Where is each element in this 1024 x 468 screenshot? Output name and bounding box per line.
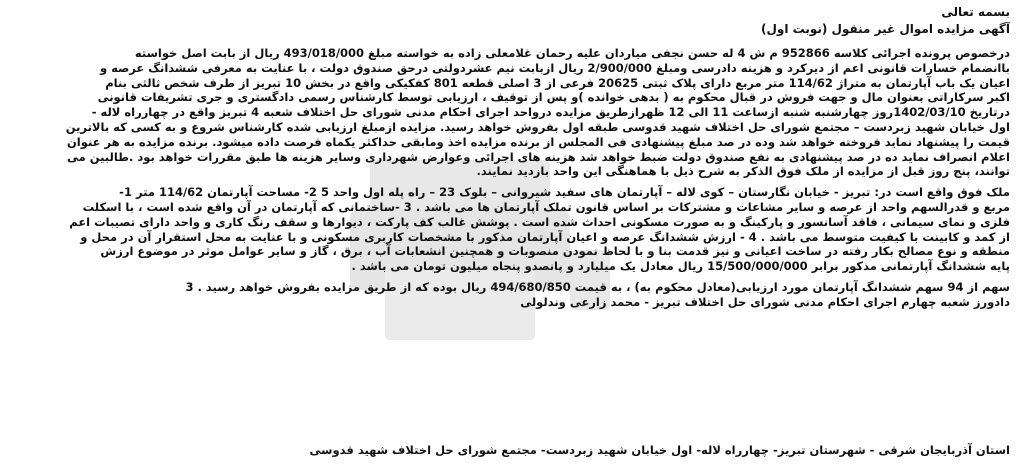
property-description <box>14 185 1010 274</box>
text-line: مربع و قدرالسهم واحد از عرصه و سایر مشاعات و مشترکات بر اساس قانون تملک آپارتمان ها می باشد . 3 -ساختمانی که آپارتمان در آن واقع شده است ، با اسکلت <box>82 199 1010 214</box>
text-line: درخصوص پرونده اجرائی کلاسه 952866 م ش 4 له حسن نجفی میاردان علیه رحمان غلامعلی زاده به خواسته مبلغ 493/018/000 ریال از بابت اصل خواسته <box>134 46 1010 60</box>
text-line: از کمد و کابینت با کیفیت متوسط می باشد . 4 - ارزش ششدانگ عرصه و اعیان آپارتمان مذکور با مشخصات کاربری مسکونی و با عنایت به محل استقرار آن در محل و <box>80 229 1010 244</box>
text-line: ملک فوق واقع است در: تبریز - خیابان نگارستان – کوی لاله – آپارتمان های سفید شیروانی – بلوک 23 – راه پله اول واحد 5 2- مساحت آپارتمان 114/62 متر 1- <box>119 185 1010 200</box>
text-line: باانضمام خسارات قانونی اعم از دیرکرد و هزینه دادرسی ومبلغ 2/900/000 ریال ازبابت نیم عشردولتی درحق صندوق دولت ، با عنایت به معرفی ششدانگ عرصه و <box>99 60 1010 75</box>
signature-line: دادورز شعبه چهارم اجرای احکام مدنی شورای حل اختلاف تبریز - محمد زارعی وندلولی <box>520 294 1010 309</box>
text-line: درتاریخ 1402/03/10روز چهارشنبه شنبه ازساعت 11 الی 12 ظهرازطریق مزایده درواحد اجرای احکام مدنی شورای حل اختلاف شعبه 4 تبریز واقع در چهارراه لاله - <box>91 105 1010 120</box>
address-footer: استان آذربایجان شرقی - شهرستان تبریز- چهارراه لاله- اول خیابان شهید زبردست- مجتمع شورای حل اختلاف شهید قدوسی <box>309 443 1010 457</box>
text-line: سهم از 94 سهم ششدانگ آپارتمان مورد ارزیابی(معادل محکوم به) ، به قیمت 494/680/850 ریال بوده که از طریق مزایده بفروش خواهد رسید . 3 <box>185 279 1010 294</box>
text-line: اعلام انصراف نماید ده در صد پیشنهادی به نفع صندوق دولت ضبط خواهد شد هزینه های اجرائی وعوارض شهرداری وسایر هزینه ها طبق مقررات خواهد بود .طالبین می <box>67 149 1010 164</box>
text-line: قیمت را پیشنهاد نماید فروخته خواهد شد وده در صد مبلغ پیشنهادی فی المجلس از برنده مزایده اخذ ومابقی حداکثر یکماه فرصت داده میشود. برنده مزایده به هر عنوان <box>66 134 1010 149</box>
text-line: اعیان یک باب آپارتمان به متراژ 114/62 متر مربع دارای پلاک ثبتی 20625 فرعی از 3 اصلی قطعه 801 کفکیکی واقع در بخش 10 تبریز از طرف شخص ثالثی بنام <box>105 75 1010 90</box>
text-line: اول خیابان شهید زبردست – مجتمع شورای حل اختلاف شهید قدوسی طبقه اول بفروش خواهد رسید. مزایده ازمبلغ ارزیابی شده کارشناس شروع و به کسی که بالاترین <box>65 119 1010 134</box>
text-line: اکبر سرکاراتی بعنوان مال و جهت فروش در قبال محکوم به ( بدهی خوانده )و پس از توقیف ، ارزیابی توسط کارشناس رسمی دادگستری و جری تشریفات قانونی <box>97 90 1010 105</box>
text-line: منطقه و نوع مصالح بکار رفته در ساخت اعیانی و نیز قدمت بنا و با لحاظ نمودن منصوبات و همچنین انشعابات آب ، برق ، گاز و سایر عوامل موثر در موضوع ارزش <box>100 244 1010 259</box>
bismillah-heading: بسمه تعالی <box>941 5 1010 19</box>
text-line: فلزی و نمای سیمانی ، فاقد آسانسور و پارکینگ و به صورت مسکونی احداث شده است . پوشش غالب کف پارکت ، دیوارها و سقف رنگ کاری و واحد دارای تصیبات اعم <box>69 214 1010 229</box>
share-paragraph <box>14 280 1010 310</box>
text-line: توانند، پنج روز قبل از مزایده از ملک فوق الذکر به شرح ذیل با هماهنگی این واحد بازدید نمایند. <box>476 164 1010 179</box>
text-line: پایه ششدانگ آپارتمانی مذکور برابر 15/500/000/000 ریال معادل یک میلیارد و پانصدو پنجاه میلیون تومان می باشد . <box>351 259 1010 274</box>
notice-title: آگهی مزایده اموال غیر منقول (نوبت اول) <box>761 22 1010 36</box>
case-paragraph <box>14 46 1010 179</box>
